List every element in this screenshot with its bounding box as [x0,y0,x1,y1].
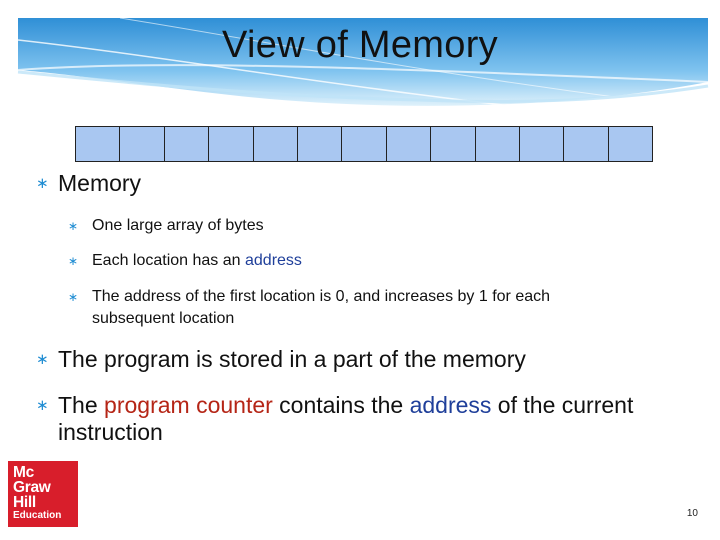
bullet-marker-icon: ∗ [36,351,49,368]
highlighted-term: address [245,252,302,269]
memory-cell [165,127,209,161]
text-run: contains the [272,392,410,418]
bullet-item [36,170,676,197]
memory-cell [476,127,520,161]
logo-word: Mc [13,464,34,481]
memory-cell [342,127,386,161]
bullet-marker-icon: ∗ [36,175,49,192]
text-run: The [58,392,105,418]
sub-bullet-item [68,215,628,237]
memory-cell [254,127,298,161]
memory-cell [520,127,564,161]
text-run: One large array of bytes [92,217,264,234]
slide-title: View of Memory [222,24,498,66]
text-run: Memory [58,170,142,196]
logo-word: Hill [13,494,36,511]
text-run: The address of the first location is 0, and increases by 1 for each subsequent location [92,288,551,327]
highlighted-term: address [409,392,492,418]
bullet-marker-icon: ∗ [68,254,79,268]
memory-cell [120,127,164,161]
memory-cell [431,127,475,161]
text-run: The program is stored in a part of the memory [58,346,526,372]
memory-cell [209,127,253,161]
page-number: 10 [686,508,698,519]
memory-cell [609,127,652,161]
bullet-marker-icon: ∗ [68,290,79,304]
memory-cell [76,127,120,161]
text-run: Each location has an [92,252,245,269]
logo-tagline: Education [13,510,62,521]
text-run: of the current instruction [58,392,634,445]
bullet-marker-icon: ∗ [36,397,49,414]
memory-cell [387,127,431,161]
bullet-marker-icon: ∗ [68,219,79,233]
bullet-item [36,346,676,373]
logo-word: Graw [13,479,51,496]
bullet-text [92,215,264,237]
bullet-text [92,250,302,272]
bullet-item [36,392,676,446]
memory-array-diagram [75,126,653,162]
highlighted-term: program counter [104,392,273,418]
bullet-text [58,346,526,373]
memory-cell [564,127,608,161]
memory-cell [298,127,342,161]
sub-bullet-item [68,250,628,272]
sub-bullet-item [68,286,628,330]
bullet-text [58,392,676,446]
publisher-logo [8,461,78,527]
bullet-text [58,170,141,197]
bullet-text [92,286,628,330]
